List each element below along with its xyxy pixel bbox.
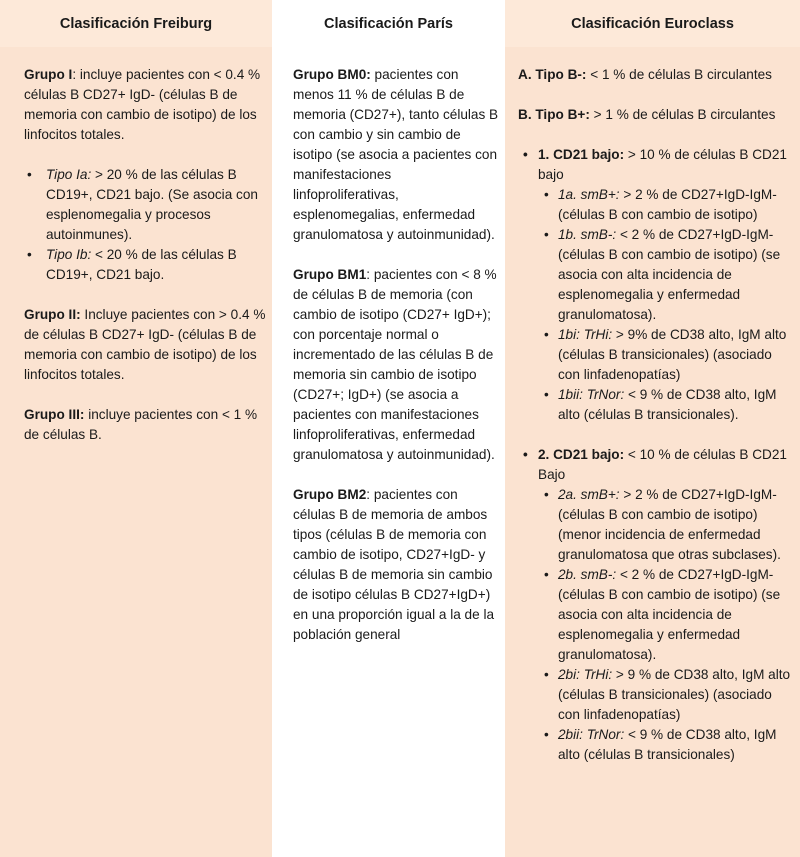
euroclass-2bii: • 2bii: TrNor: < 9 % de CD38 alto, IgM alto (células B transicionales)	[558, 725, 796, 765]
freiburg-tipo-ib: • Tipo Ib: < 20 % de las células B CD19+, CD21 bajo.	[46, 245, 266, 285]
header-freiburg: Clasificación Freiburg	[0, 0, 272, 47]
euroclass-2a: • 2a. smB+: > 2 % de CD27+IgD-IgM- (células B con cambio de isotipo) (menor incidencia de enfermedad granulomatosa que otras subclases).	[558, 485, 796, 565]
euroclass-groups	[518, 145, 796, 765]
freiburg-subtypes	[24, 165, 266, 285]
euroclass-body	[505, 47, 800, 857]
euroclass-1bi: • 1bi: TrHi: > 9% de CD38 alto, IgM alto (células B transicionales) (asociado con linfadenopatías)	[558, 325, 796, 385]
freiburg-grupo-1: Grupo I: incluye pacientes con < 0.4 % células B CD27+ IgD- (células B de memoria con cambio de isotipo) de los linfocitos totales.	[24, 67, 261, 142]
paris-body	[272, 47, 505, 857]
euroclass-1b: • 1b. smB-: < 2 % de CD27+IgD-IgM- (células B con cambio de isotipo) (se asocia con alta incidencia de esplenomegalia y enfermedad granulomatosa).	[558, 225, 796, 325]
euroclass-group-2-subtypes	[538, 485, 796, 765]
euroclass-cd21-group-2: • 2. CD21 bajo: < 10 % de células B CD21 Bajo • 2a. smB+: > 2 % de CD27+IgD-IgM- (células B con cambio de isotipo) (menor incidencia de enfermedad granulomatosa que otras subclases). • 2b. smB-: < 2 % de CD27+IgD-IgM- (células B con cambio de isotipo) (se asocia con alta incidencia de esplenomegalia y enfermedad granulomatosa). • 2bi: TrHi: > 9 % de CD38 alto, IgM alto (células B transicionales) (asociado con linfadenopatías) • 2bii: TrNor: < 9 % de CD38 alto, IgM alto (células B transicionales)	[538, 445, 796, 765]
column-euroclass	[505, 0, 800, 857]
euroclass-1bii: • 1bii: TrNor: < 9 % de CD38 alto, IgM alto (células B transicionales).	[558, 385, 796, 425]
column-paris	[272, 0, 505, 857]
euroclass-tipo-b: B. Tipo B+: > 1 % de células B circulantes	[518, 107, 776, 122]
euroclass-group-1-subtypes	[538, 185, 796, 425]
freiburg-tipo-ia: • Tipo Ia: > 20 % de las células B CD19+, CD21 bajo. (Se asocia con esplenomegalia y procesos autoinmunes).	[46, 165, 266, 245]
euroclass-tipo-a: A. Tipo B-: < 1 % de células B circulantes	[518, 67, 772, 82]
freiburg-grupo-3: Grupo III: incluye pacientes con < 1 % de células B.	[24, 407, 258, 442]
paris-grupo-bm0: Grupo BM0: pacientes con menos 11 % de células B de memoria (CD27+), tanto células B con cambio y sin cambio de isotipo (se asocia a pacientes con manifestaciones linfoproliferativas, esplenomegalias, enfermedad granulomatosa y autoinmunidad).	[293, 67, 499, 242]
euroclass-1a: • 1a. smB+: > 2 % de CD27+IgD-IgM- (células B con cambio de isotipo)	[558, 185, 796, 225]
freiburg-body	[0, 47, 272, 857]
header-paris: Clasificación París	[272, 0, 505, 47]
euroclass-2bi: • 2bi: TrHi: > 9 % de CD38 alto, IgM alto (células B transicionales) (asociado con linfadenopatías)	[558, 665, 796, 725]
paris-grupo-bm1: Grupo BM1: pacientes con < 8 % de células B de memoria (con cambio de isotipo (CD27+ IgD+); con porcentaje normal o incrementado de las células B de memoria sin cambio de isotipo (CD27+; IgD+) (se asocia a pacientes con manifestaciones linfoproliferativas, enfermedad granulomatosa y autoinmunidad).	[293, 267, 497, 462]
header-euroclass: Clasificación Euroclass	[505, 0, 800, 47]
paris-grupo-bm2: Grupo BM2: pacientes con células B de memoria de ambos tipos (células B de memoria con cambio de isotipo, CD27+IgD- y células B de memoria sin cambio de isotipo células B CD27+IgD+) en una proporción igual a la de la población general	[293, 487, 495, 642]
euroclass-2b: • 2b. smB-: < 2 % de CD27+IgD-IgM- (células B con cambio de isotipo) (se asocia con alta incidencia de esplenomegalia y enfermedad granulomatosa).	[558, 565, 796, 665]
euroclass-cd21-group-1: • 1. CD21 bajo: > 10 % de células B CD21 bajo • 1a. smB+: > 2 % de CD27+IgD-IgM- (células B con cambio de isotipo) • 1b. smB-: < 2 % de CD27+IgD-IgM- (células B con cambio de isotipo) (se asocia con alta incidencia de esplenomegalia y enfermedad granulomatosa). • 1bi: TrHi: > 9% de CD38 alto, IgM alto (células B transicionales) (asociado con linfadenopatías) • 1bii: TrNor: < 9 % de CD38 alto, IgM alto (células B transicionales).	[538, 145, 796, 425]
freiburg-grupo-2: Grupo II: Incluye pacientes con > 0.4 % de células B CD27+ IgD- (células B de memoria con cambio de isotipo) de los linfocitos totales.	[24, 307, 266, 382]
column-freiburg	[0, 0, 272, 857]
